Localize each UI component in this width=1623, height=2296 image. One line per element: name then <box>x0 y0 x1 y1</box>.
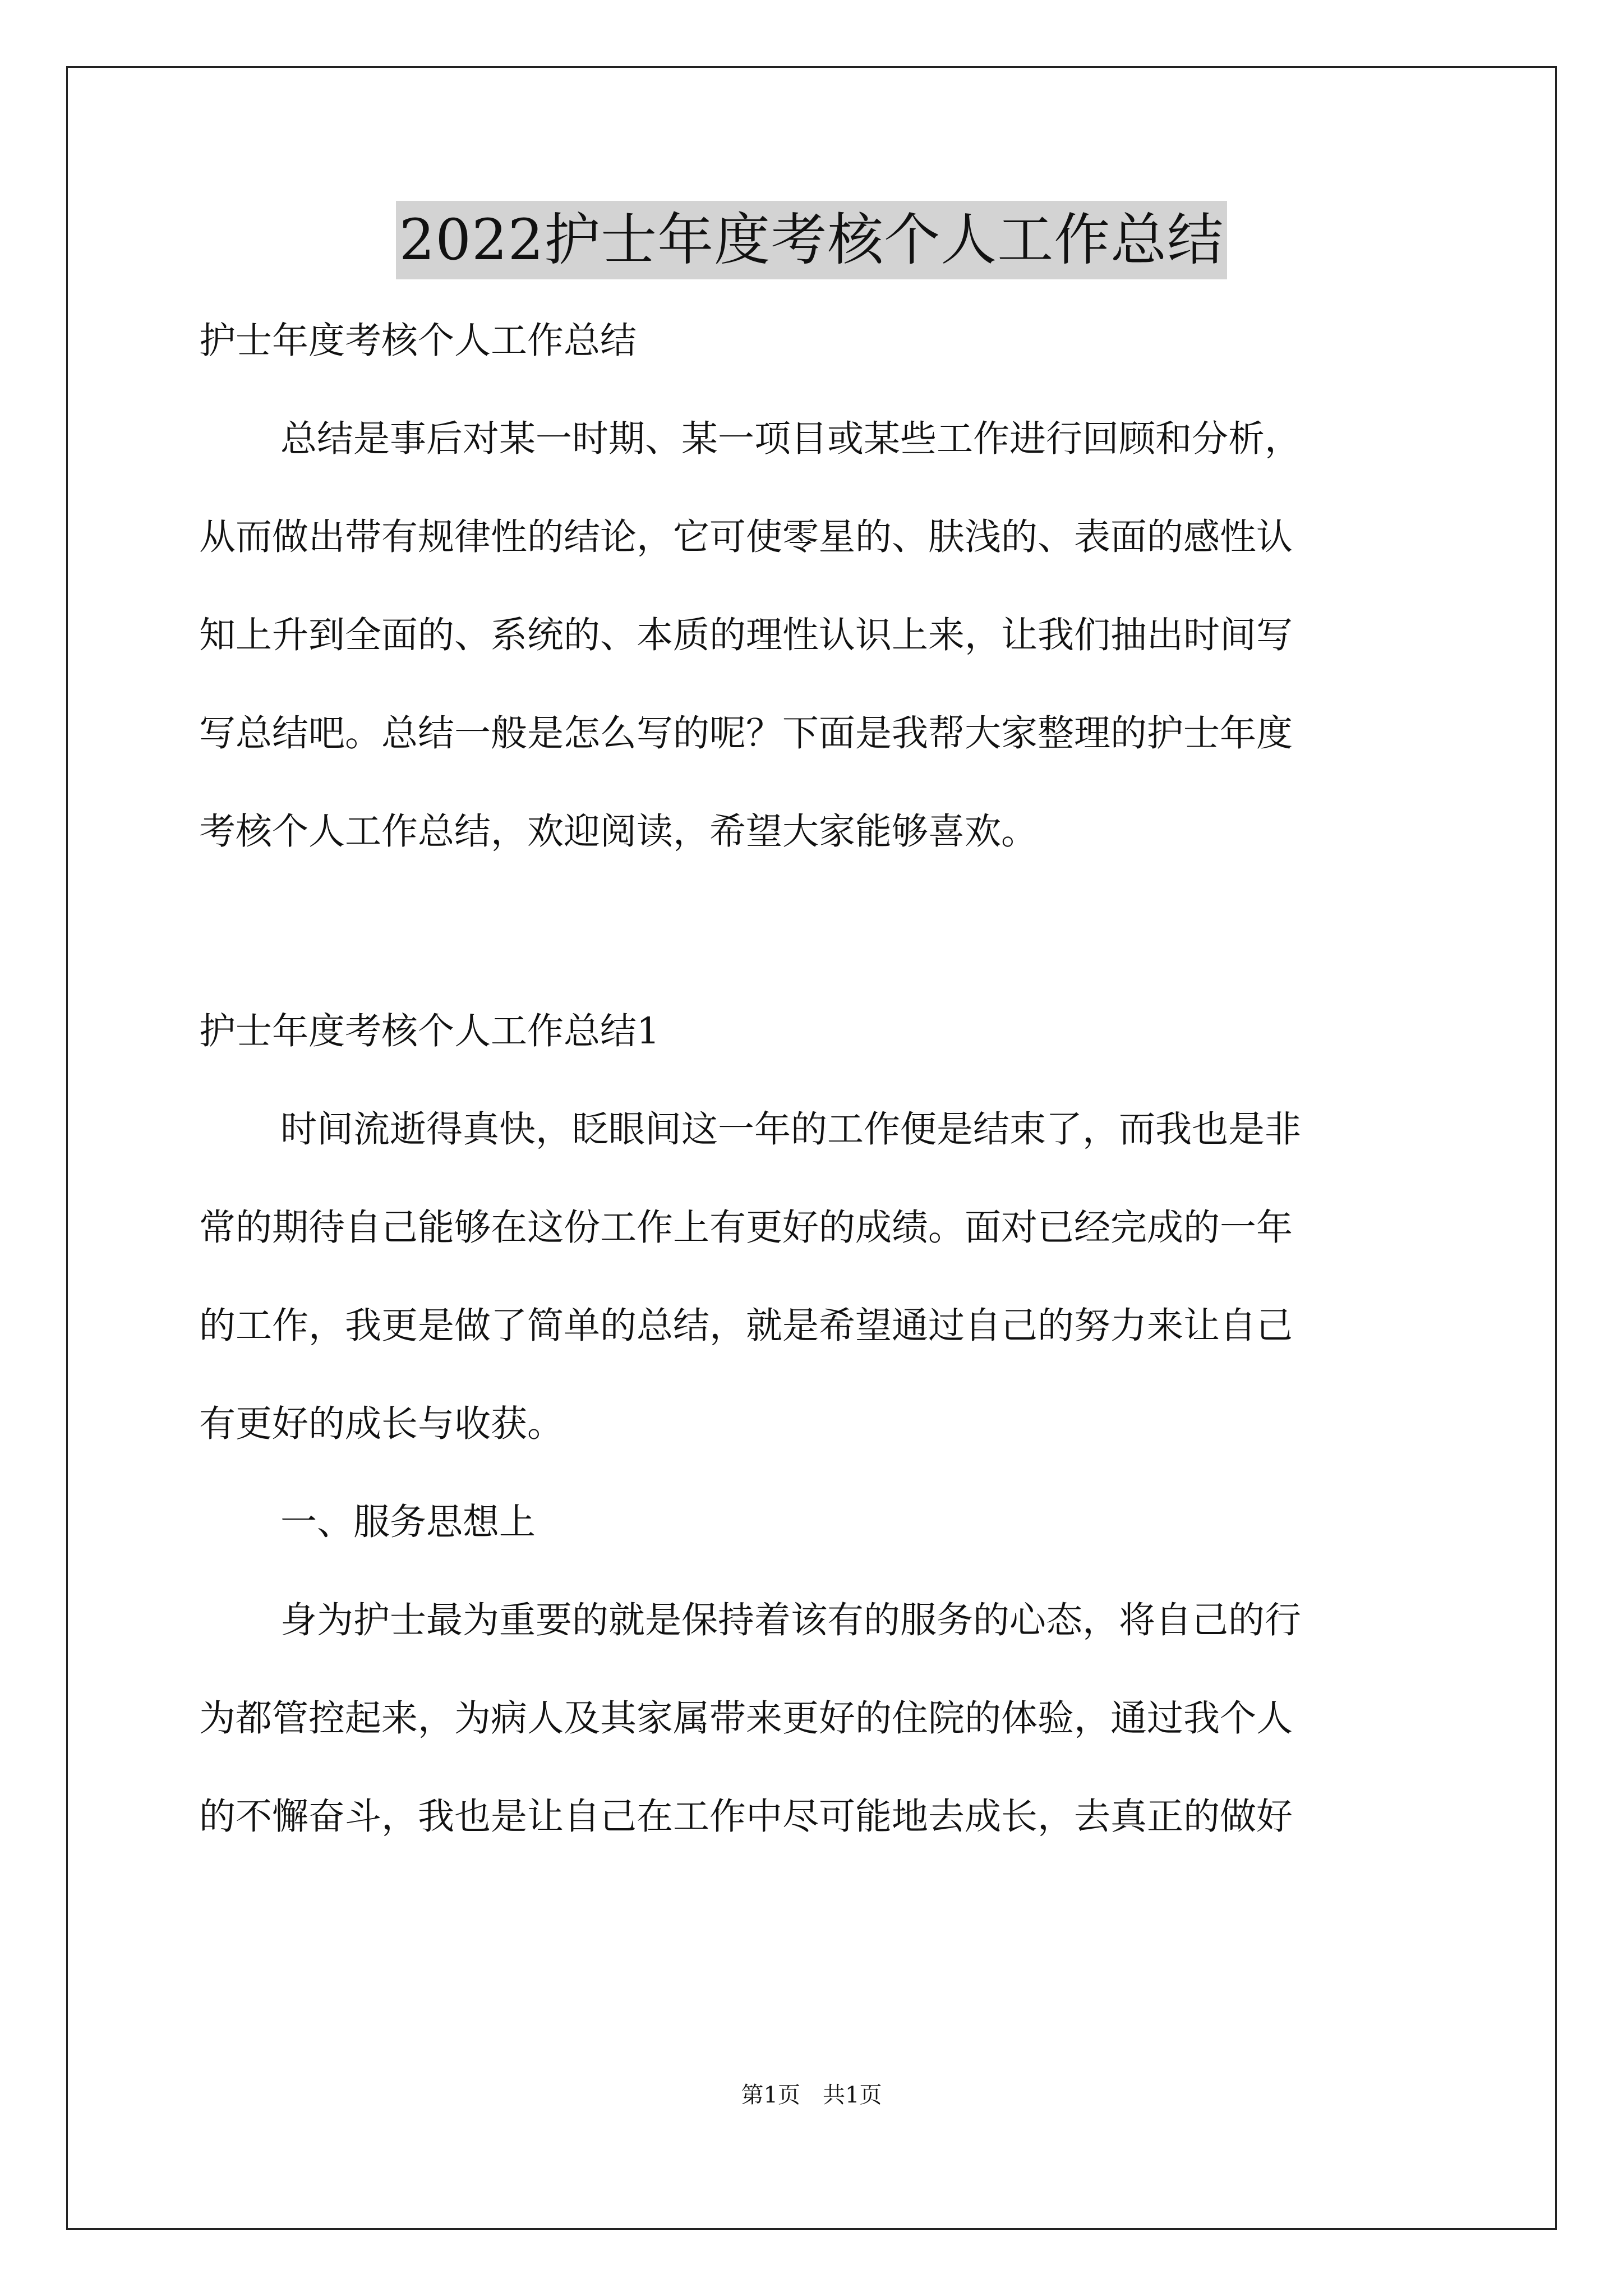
paragraph-line: 从而做出带有规律性的结论，它可使零星的、肤浅的、表面的感性认 <box>199 516 1293 558</box>
paragraph-line: 身为护士最为重要的就是保持着该有的服务的心态，将自己的行 <box>280 1599 1302 1641</box>
paragraph-line: 考核个人工作总结，欢迎阅读，希望大家能够喜欢。 <box>199 811 1038 853</box>
paragraph-line: 的不懈奋斗，我也是让自己在工作中尽可能地去成长，去真正的做好 <box>199 1796 1293 1838</box>
document-body <box>199 314 1424 1888</box>
subsection-heading: 一、服务思想上 <box>280 1501 536 1543</box>
paragraph-line: 有更好的成长与收获。 <box>199 1403 564 1445</box>
title-container <box>0 201 1623 279</box>
paragraph-line: 时间流逝得真快，眨眼间这一年的工作便是结束了，而我也是非 <box>280 1108 1302 1151</box>
paragraph-line: 总结是事后对某一时期、某一项目或某些工作进行回顾和分析， <box>280 418 1302 460</box>
paragraph-line: 的工作，我更是做了简单的总结，就是希望通过自己的努力来让自己 <box>199 1305 1293 1347</box>
document-title: 2022护士年度考核个人工作总结 <box>396 201 1228 279</box>
section-heading: 护士年度考核个人工作总结1 <box>199 1010 660 1052</box>
section-heading: 护士年度考核个人工作总结 <box>199 320 637 362</box>
paragraph-line: 写总结吧。总结一般是怎么写的呢？下面是我帮大家整理的护士年度 <box>199 712 1293 754</box>
paragraph-line: 为都管控起来，为病人及其家属带来更好的住院的体验，通过我个人 <box>199 1697 1293 1740</box>
paragraph-line: 常的期待自己能够在这份工作上有更好的成绩。面对已经完成的一年 <box>199 1207 1293 1249</box>
paragraph-line: 知上升到全面的、系统的、本质的理性认识上来，让我们抽出时间写 <box>199 614 1293 656</box>
page-footer: 第1页 共1页 <box>741 2082 882 2108</box>
